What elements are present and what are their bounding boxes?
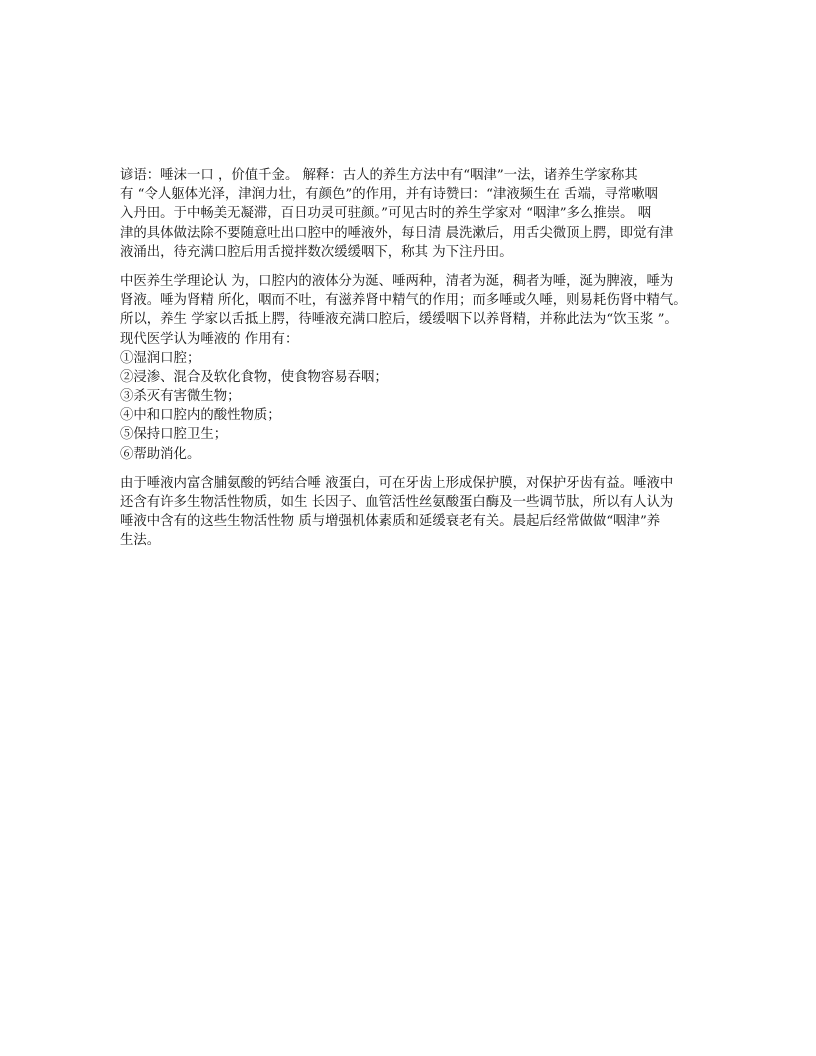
list-item: ⑤保持口腔卫生； (120, 427, 228, 443)
list-item: ③杀灭有害微生物； (120, 389, 241, 405)
text-line: 由于唾液内富含脯氨酸的钙结合唾 液蛋白，可在牙齿上形成保护膜，对保护牙齿有益。唾液中 (120, 475, 674, 491)
text-line: 生法。 (120, 533, 161, 549)
list-item: ⑥帮助消化。 (120, 446, 201, 462)
paragraph-tcm-theory (120, 272, 710, 464)
paragraph-modern-findings (120, 474, 710, 551)
text-line: 肾液。唾为肾精 所化，咽而不吐，有滋养肾中精气的作用；而多唾或久唾，则易耗伤肾中精气。 (120, 293, 687, 309)
text-line: 所以，养生 学家以舌抵上腭，待唾液充满口腔后，缓缓咽下以养肾精，并称此法为“饮玉浆 ”。 (120, 312, 678, 328)
text-line: 现代医学认为唾液的 作用有： (120, 331, 299, 347)
list-item: ①湿润口腔； (120, 350, 201, 366)
list-item: ②浸渗、混合及软化食物，使食物容易吞咽； (120, 369, 388, 385)
text-line: 中医养生学理论认 为，口腔内的液体分为涎、唾两种，清者为涎，稠者为唾，涎为脾液，唾为 (120, 273, 674, 289)
text-line: 入丹田。于中畅美无凝滞，百日功灵可驻颜。”可见古时的养生学家对 “咽津”多么推崇。 咽 (120, 206, 652, 222)
text-line: 有 “令人躯体光泽，津润力壮，有颜色”的作用，并有诗赞曰：“津液频生在 舌端，寻常嗽咽 (120, 187, 658, 203)
text-line: 唾液中含有的这些生物活性物 质与增强机体素质和延缓衰老有关。晨起后经常做做“咽津”养 (120, 514, 661, 530)
text-line: 谚语：唾沫一口 ，价值千金。 解释：古人的养生方法中有“咽津”一法，诸养生学家称其 (120, 168, 638, 183)
document-page (120, 166, 710, 561)
text-line: 津的具体做法除不要随意吐出口腔中的唾液外，每日清 晨洗漱后，用舌尖微顶上腭，即觉有津 (120, 225, 674, 241)
text-line: 还含有许多生物活性物质，如生 长因子、血管活性丝氨酸蛋白酶及一些调节肽，所以有人认为 (120, 495, 674, 510)
list-item: ④中和口腔内的酸性物质； (120, 408, 281, 424)
text-line: 液涌出，待充满口腔后用舌搅拌数次缓缓咽下，称其 为下注丹田。 (120, 244, 513, 260)
paragraph-proverb-explanation (120, 166, 710, 262)
